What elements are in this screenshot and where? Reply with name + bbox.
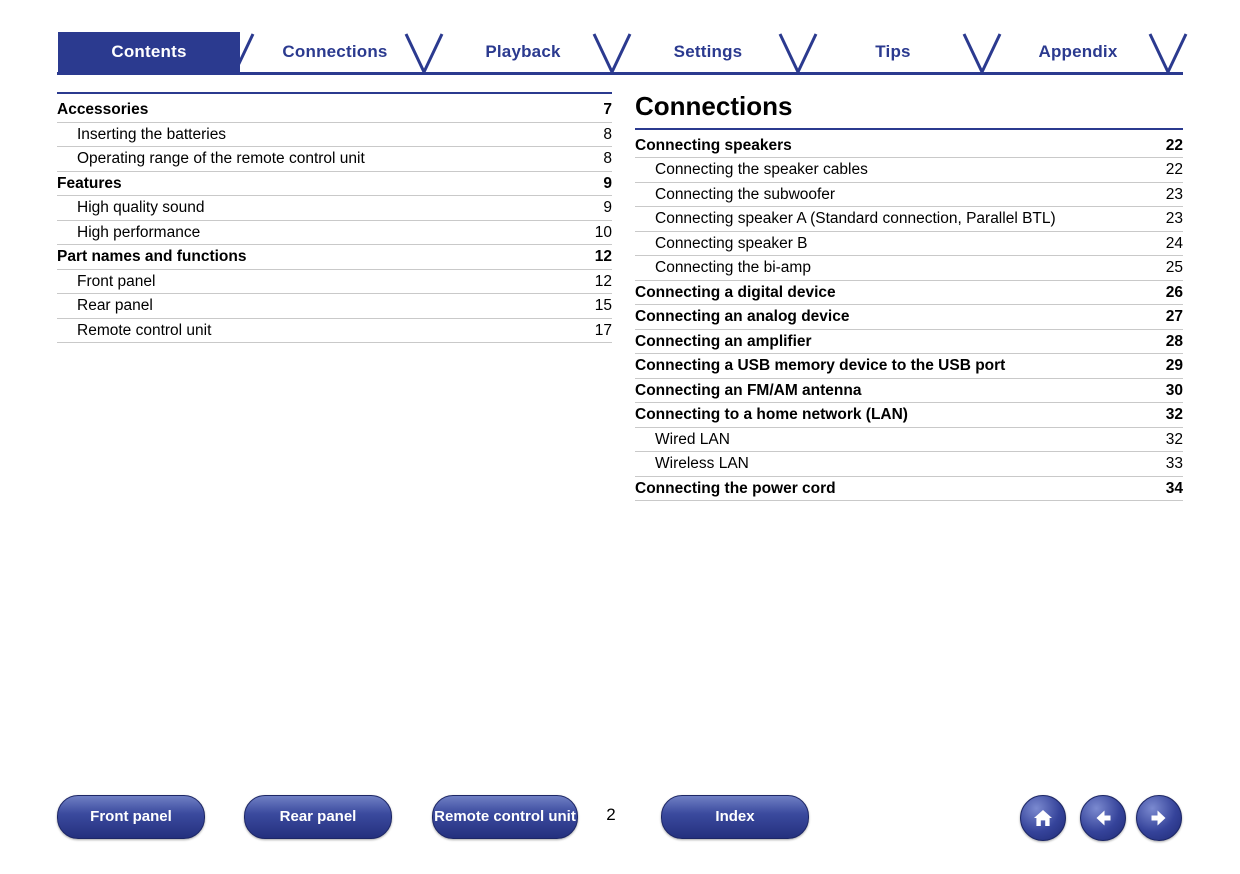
toc-entry[interactable] xyxy=(635,452,1183,477)
toc-entry-label: Connecting the power cord xyxy=(635,479,836,497)
toc-entry-label: Connecting speaker B xyxy=(655,234,808,252)
toc-entry-label: Connecting the bi-amp xyxy=(655,259,811,277)
toc-entry[interactable] xyxy=(635,305,1183,330)
tab-bar-rule xyxy=(57,72,1183,75)
toc-entry-label: Inserting the batteries xyxy=(77,125,227,143)
toc-entry[interactable] xyxy=(57,270,612,295)
toc-entry-page: 12 xyxy=(594,248,612,265)
tab-connections[interactable]: Connections xyxy=(282,42,388,61)
toc-entry-page: 26 xyxy=(1165,283,1183,301)
tab-appendix[interactable]: Appendix xyxy=(1038,42,1118,61)
toc-entry-label: Connecting an amplifier xyxy=(635,332,812,350)
toc-entry-label: Connecting speakers xyxy=(635,136,792,154)
toc-entry-label: High quality sound xyxy=(77,199,205,216)
toc-entry-page: 15 xyxy=(594,297,612,314)
toc-entry-label: Connecting an analog device xyxy=(635,308,850,326)
toc-entry-page: 30 xyxy=(1165,381,1183,399)
toc-entry-page: 17 xyxy=(594,321,612,339)
toc-entry[interactable] xyxy=(57,319,612,344)
home-icon xyxy=(1031,806,1055,830)
toc-entry-label: Connecting an FM/AM antenna xyxy=(635,381,862,399)
toc-entry-label: Operating range of the remote control unit xyxy=(77,150,365,167)
toc-entry-page: 28 xyxy=(1165,332,1183,350)
toc-entry-page: 22 xyxy=(1165,136,1183,154)
toc-entry-page: 12 xyxy=(594,272,612,290)
arrow-right-icon xyxy=(1147,806,1171,830)
toc-entry-page: 10 xyxy=(594,223,612,241)
toc-entry[interactable] xyxy=(635,477,1183,502)
footer-button-front-panel[interactable]: Front panel xyxy=(57,795,205,839)
page-title: Connections xyxy=(635,91,793,121)
toc-entry[interactable] xyxy=(635,330,1183,355)
toc-entry-page: 29 xyxy=(1165,357,1183,375)
toc-entry-label: Connecting the speaker cables xyxy=(655,161,868,179)
tab-tips[interactable]: Tips xyxy=(875,42,911,61)
toc-entry-label: Connecting to a home network (LAN) xyxy=(635,406,908,424)
toc-entry[interactable] xyxy=(57,172,612,197)
page-number: 2 xyxy=(606,805,616,824)
toc-entry-label: Connecting a USB memory device to the USB port xyxy=(635,357,1006,375)
toc-entry-label: Accessories xyxy=(57,101,149,118)
toc-entry-label: Features xyxy=(57,174,122,192)
toc-entry-label: Connecting the subwoofer xyxy=(655,185,836,203)
toc-entry-page: 9 xyxy=(603,199,612,216)
toc-entry[interactable] xyxy=(635,207,1183,232)
toc-entry-page: 8 xyxy=(603,125,612,143)
toc-entry[interactable] xyxy=(635,256,1183,281)
toc-entry[interactable] xyxy=(57,196,612,221)
toc-entry-page: 25 xyxy=(1165,259,1183,277)
toc-entry-page: 34 xyxy=(1165,479,1183,497)
next-page-button[interactable] xyxy=(1136,795,1182,841)
toc-entry[interactable] xyxy=(635,281,1183,306)
toc-entry-label: Wireless LAN xyxy=(655,455,749,473)
nav-button-group xyxy=(1020,795,1185,839)
toc-entry-label: High performance xyxy=(77,223,201,241)
toc-entry[interactable] xyxy=(57,123,612,148)
toc-entry-page: 22 xyxy=(1165,161,1183,179)
tab-settings[interactable]: Settings xyxy=(673,42,743,61)
toc-entry-page: 9 xyxy=(603,174,612,192)
tab-contents[interactable]: Contents xyxy=(58,32,240,72)
toc-entry-page: 32 xyxy=(1165,406,1183,424)
toc-entry-label: Connecting speaker A (Standard connection, Parallel BTL) xyxy=(655,210,1056,228)
toc-entry[interactable] xyxy=(57,245,612,270)
toc-entry[interactable] xyxy=(635,134,1183,159)
toc-entry-page: 27 xyxy=(1165,308,1183,326)
footer-bar xyxy=(0,795,1240,874)
top-tab-bar xyxy=(0,0,1240,76)
toc-column-right xyxy=(635,92,1183,501)
toc-entry-label: Wired LAN xyxy=(655,430,730,448)
toc-entry[interactable] xyxy=(57,147,612,172)
right-column-rule xyxy=(635,128,1183,130)
footer-button-index[interactable]: Index xyxy=(661,795,809,839)
toc-entry-page: 23 xyxy=(1165,185,1183,203)
toc-entry[interactable] xyxy=(57,98,612,123)
toc-entry-page: 24 xyxy=(1165,234,1183,252)
toc-entry[interactable] xyxy=(635,403,1183,428)
toc-entry[interactable] xyxy=(635,428,1183,453)
toc-entry-label: Connecting a digital device xyxy=(635,283,836,301)
toc-entry[interactable] xyxy=(57,221,612,246)
toc-entry-label: Part names and functions xyxy=(57,248,247,265)
footer-button-rear-panel[interactable]: Rear panel xyxy=(244,795,392,839)
footer-button-remote-control-unit[interactable]: Remote control unit xyxy=(432,795,578,839)
toc-entry[interactable] xyxy=(635,158,1183,183)
toc-entry-page: 32 xyxy=(1165,430,1183,448)
toc-entry-label: Rear panel xyxy=(77,297,153,314)
toc-entry[interactable] xyxy=(635,354,1183,379)
previous-page-button[interactable] xyxy=(1080,795,1126,841)
toc-column-left xyxy=(57,92,612,343)
toc-entry[interactable] xyxy=(635,232,1183,257)
home-button[interactable] xyxy=(1020,795,1066,841)
tab-playback[interactable]: Playback xyxy=(485,42,561,61)
arrow-left-icon xyxy=(1091,806,1115,830)
toc-entry-label: Front panel xyxy=(77,272,156,290)
toc-entry[interactable] xyxy=(635,379,1183,404)
toc-entry-page: 33 xyxy=(1165,455,1183,473)
left-column-rule xyxy=(57,92,612,94)
toc-entry-page: 23 xyxy=(1165,210,1183,228)
toc-entry-label: Remote control unit xyxy=(77,321,212,339)
toc-entry[interactable] xyxy=(635,183,1183,208)
toc-entry-page: 7 xyxy=(603,101,612,118)
toc-entry[interactable] xyxy=(57,294,612,319)
toc-entry-page: 8 xyxy=(603,150,612,167)
